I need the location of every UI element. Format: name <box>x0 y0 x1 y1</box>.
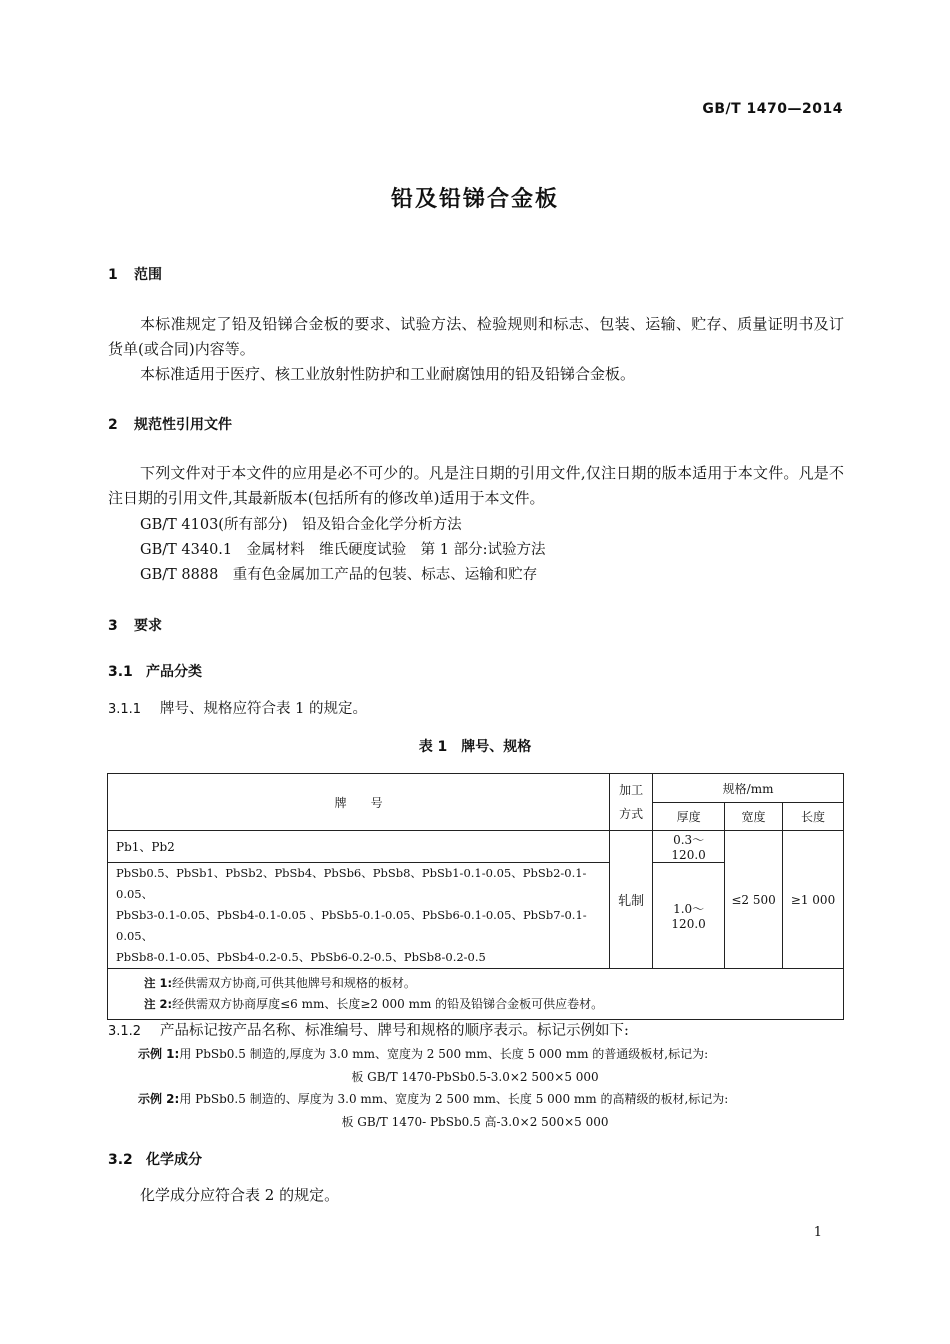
clause-3-1-1 <box>108 697 367 718</box>
normative-references-paragraph: 下列文件对于本文件的应用是必不可少的。凡是注日期的引用文件,仅注日期的版本适用于本文件。凡是不注日期的引用文件,其最新版本(包括所有的修改单)适用于本文件。 <box>108 464 844 507</box>
section-1-heading <box>108 264 162 284</box>
width-cell: ≤2 500 <box>725 831 783 969</box>
reference-item: GB/T 8888 重有色金属加工产品的包装、标志、运输和贮存 <box>140 567 538 583</box>
section-title: 规范性引用文件 <box>134 417 232 433</box>
chemical-composition-paragraph: 化学成分应符合表 2 的规定。 <box>140 1186 340 1204</box>
section-title: 要求 <box>134 618 162 634</box>
section-title: 产品分类 <box>146 664 202 680</box>
table-1-title: 表 1 牌号、规格 <box>418 739 532 755</box>
section-2-heading <box>108 414 232 434</box>
subsection-3-1-heading <box>108 661 202 681</box>
page-number: 1 <box>813 1225 822 1240</box>
clause-text: 产品标记按产品名称、标准编号、牌号和规格的顺序表示。标记示例如下: <box>160 1023 629 1039</box>
grade-line: PbSb0.5、PbSb1、PbSb2、PbSb4、PbSb6、PbSb8、PbSb1-0.1-0.05、PbSb2-0.1-0.05、 <box>116 866 587 901</box>
thickness-cell: 0.3～120.0 <box>653 831 725 863</box>
section-number: 3.1 <box>108 664 133 680</box>
length-cell: ≥1 000 <box>783 831 844 969</box>
header-process: 加工方式 <box>610 774 653 831</box>
clause-number: 3.1.1 <box>108 702 142 717</box>
standard-number: GB/T 1470—2014 <box>702 101 843 117</box>
example-1 <box>138 1045 708 1062</box>
table-note <box>144 994 835 1015</box>
note-text: 经供需双方协商厚度≤6 mm、长度≥2 000 mm 的铅及铅锑合金板可供应卷材。 <box>172 997 604 1011</box>
example-2 <box>138 1090 728 1107</box>
section-3-heading <box>108 615 162 635</box>
clause-number: 3.1.2 <box>108 1024 142 1039</box>
reference-item: GB/T 4103(所有部分) 铅及铅合金化学分析方法 <box>140 517 462 533</box>
section-number: 2 <box>108 417 118 433</box>
scope-paragraph-1: 本标准规定了铅及铅锑合金板的要求、试验方法、检验规则和标志、包装、运输、贮存、质量证明书及订货单(或合同)内容等。 <box>108 315 844 358</box>
table-1 <box>107 773 844 1020</box>
section-title: 化学成分 <box>146 1152 202 1168</box>
thickness-cell: 1.0～120.0 <box>653 863 725 969</box>
example-label: 示例 2: <box>138 1092 180 1106</box>
example-text: 用 PbSb0.5 制造的,厚度为 3.0 mm、宽度为 2 500 mm、长度 5 000 mm 的普通级板材,标记为: <box>179 1047 709 1061</box>
header-length: 长度 <box>783 803 844 831</box>
table-note <box>144 973 835 994</box>
header-thickness: 厚度 <box>653 803 725 831</box>
header-width: 宽度 <box>725 803 783 831</box>
scope-paragraph-2: 本标准适用于医疗、核工业放射性防护和工业耐腐蚀用的铅及铅锑合金板。 <box>140 365 636 383</box>
grade-cell: Pb1、Pb2 <box>108 831 610 863</box>
note-label: 注 1: <box>144 976 173 990</box>
reference-item: GB/T 4340.1 金属材料 维氏硬度试验 第 1 部分:试验方法 <box>140 542 546 558</box>
grade-line: PbSb8-0.1-0.05、PbSb4-0.2-0.5、PbSb6-0.2-0.5、PbSb8-0.2-0.5 <box>116 950 486 964</box>
clause-text: 牌号、规格应符合表 1 的规定。 <box>160 701 367 717</box>
grade-cell <box>108 863 610 969</box>
note-label: 注 2: <box>144 997 173 1011</box>
subsection-3-2-heading <box>108 1149 202 1169</box>
note-text: 经供需双方协商,可供其他牌号和规格的板材。 <box>172 976 416 990</box>
section-number: 1 <box>108 267 118 283</box>
section-number: 3 <box>108 618 118 634</box>
document-title: 铅及铅锑合金板 <box>390 187 559 212</box>
example-label: 示例 1: <box>138 1047 180 1061</box>
process-cell: 轧制 <box>610 831 653 969</box>
section-number: 3.2 <box>108 1152 133 1168</box>
section-title: 范围 <box>134 267 162 283</box>
header-grade: 牌 号 <box>108 774 610 831</box>
table-notes <box>108 969 844 1020</box>
example-2-mark: 板 GB/T 1470- PbSb0.5 高-3.0×2 500×5 000 <box>341 1115 609 1129</box>
header-spec: 规格/mm <box>653 774 844 803</box>
example-1-mark: 板 GB/T 1470-PbSb0.5-3.0×2 500×5 000 <box>351 1070 599 1084</box>
example-text: 用 PbSb0.5 制造的、厚度为 3.0 mm、宽度为 2 500 mm、长度 5 000 mm 的高精级的板材,标记为: <box>179 1092 729 1106</box>
grade-line: PbSb3-0.1-0.05、PbSb4-0.1-0.05 、PbSb5-0.1-0.05、PbSb6-0.1-0.05、PbSb7-0.1-0.05、 <box>116 908 587 943</box>
clause-3-1-2 <box>108 1019 629 1040</box>
